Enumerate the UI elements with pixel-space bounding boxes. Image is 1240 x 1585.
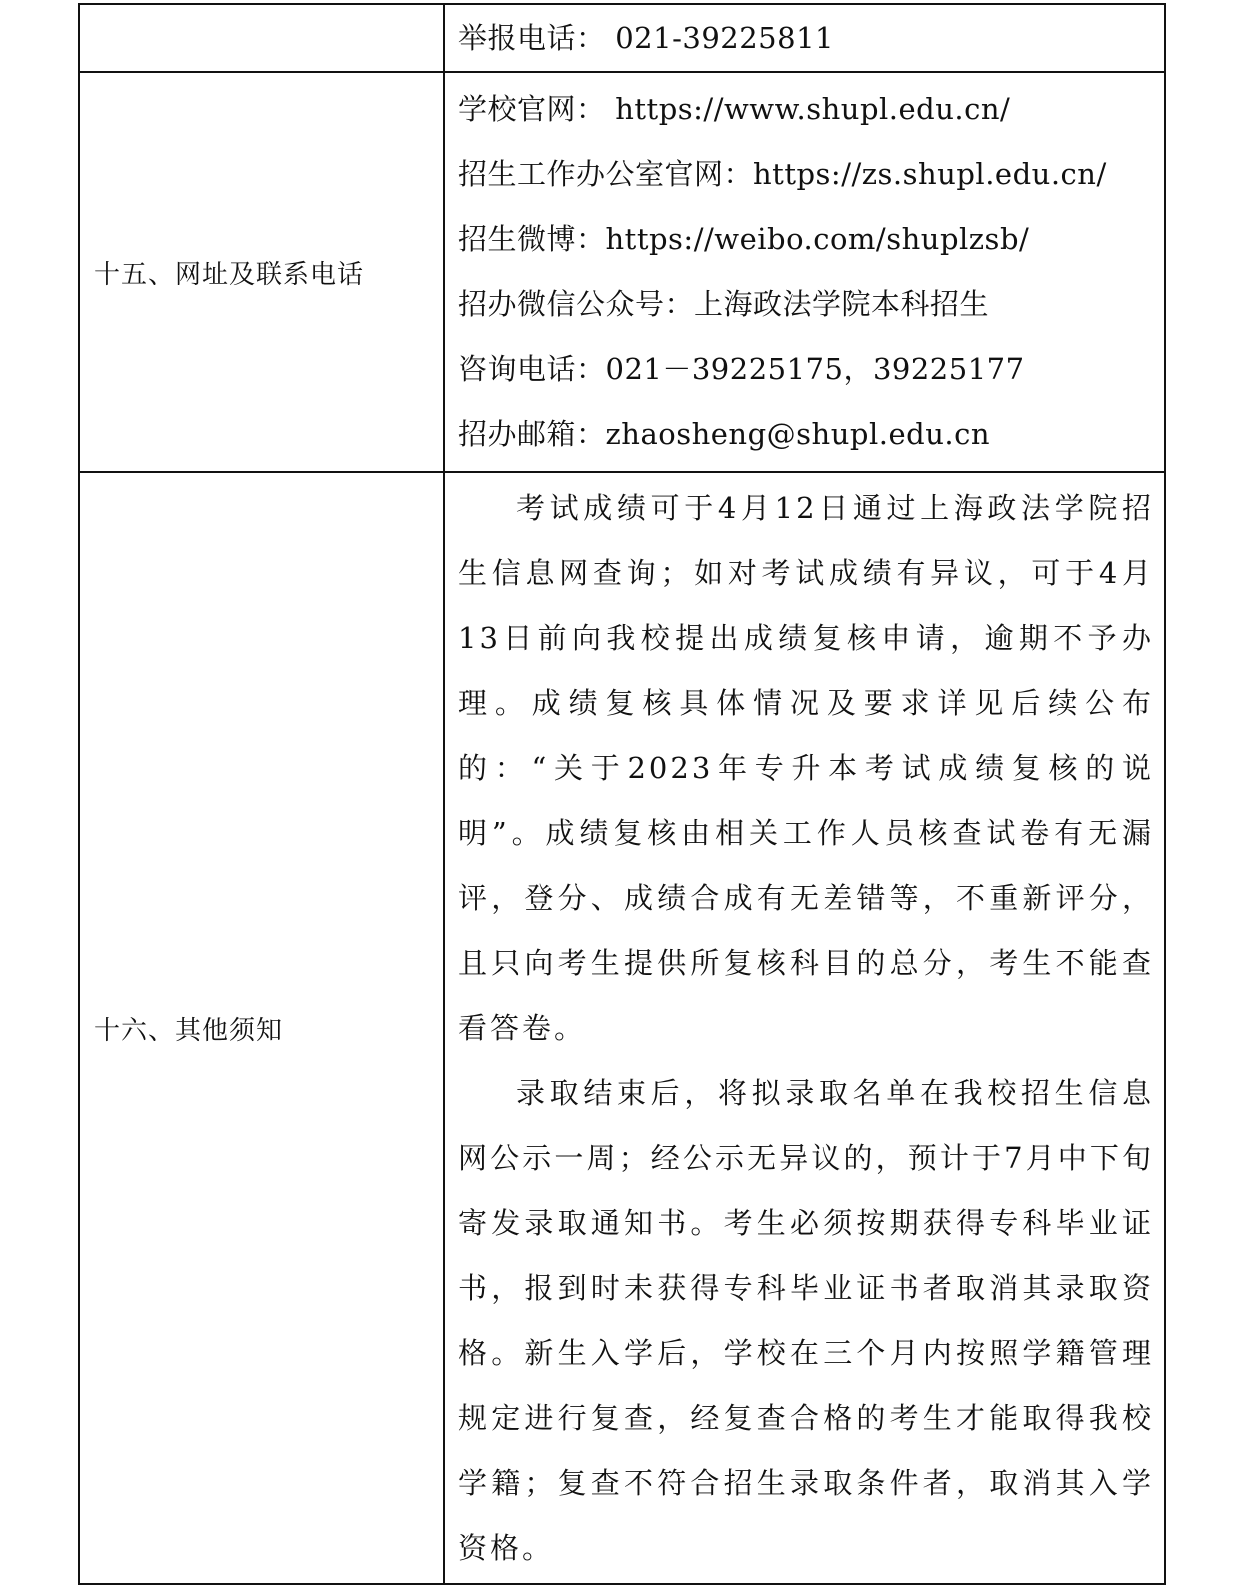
table-row-report-phone: [79, 4, 1165, 72]
school-website-line: 学校官网： https://www.shupl.edu.cn/: [458, 92, 1011, 126]
row-content-report-phone: [444, 4, 1165, 72]
report-phone-text: 举报电话： 021-39225811: [458, 21, 834, 55]
info-table: [78, 3, 1166, 1585]
admissions-weibo-line: 招生微博：https://weibo.com/shuplzsb/: [458, 222, 1030, 256]
admission-paragraph: 录取结束后，将拟录取名单在我校招生信息网公示一周；经公示无异议的，预计于7月中下旬寄发录取通知书。考生必须按期获得专科毕业证书，报到时未获得专科毕业证书者取消其录取资格。新生入学后，学校在三个月内按照学籍管理规定进行复查，经复查合格的考生才能取得我校学籍；复查不符合招生录取条件者，取消其入学资格。: [458, 1076, 1154, 1565]
admissions-email-line: 招办邮箱：zhaosheng@shupl.edu.cn: [458, 417, 991, 451]
row-content-contact: [444, 72, 1165, 472]
table-row-other-notes: [79, 472, 1165, 1584]
admissions-office-website-line: 招生工作办公室官网：https://zs.shupl.edu.cn/: [458, 157, 1107, 191]
row-label-other-notes: 十六、其他须知: [79, 472, 444, 1584]
row-label-contact: 十五、网址及联系电话: [79, 72, 444, 472]
consult-phone-line: 咨询电话：021－39225175，39225177: [458, 352, 1025, 386]
table-row-contact: [79, 72, 1165, 472]
row-label-empty: [79, 4, 444, 72]
wechat-account-line: 招办微信公众号：上海政法学院本科招生: [458, 287, 990, 321]
score-review-paragraph: 考试成绩可于4月12日通过上海政法学院招生信息网查询；如对考试成绩有异议，可于4月13日前向我校提出成绩复核申请，逾期不予办理。成绩复核具体情况及要求详见后续公布的：“关于2023年专升本考试成绩复核的说明”。成绩复核由相关工作人员核查试卷有无漏评，登分、成绩合成有无差错等，不重新评分，且只向考生提供所复核科目的总分，考生不能查看答卷。: [458, 491, 1154, 1045]
row-content-other-notes: [444, 472, 1165, 1584]
